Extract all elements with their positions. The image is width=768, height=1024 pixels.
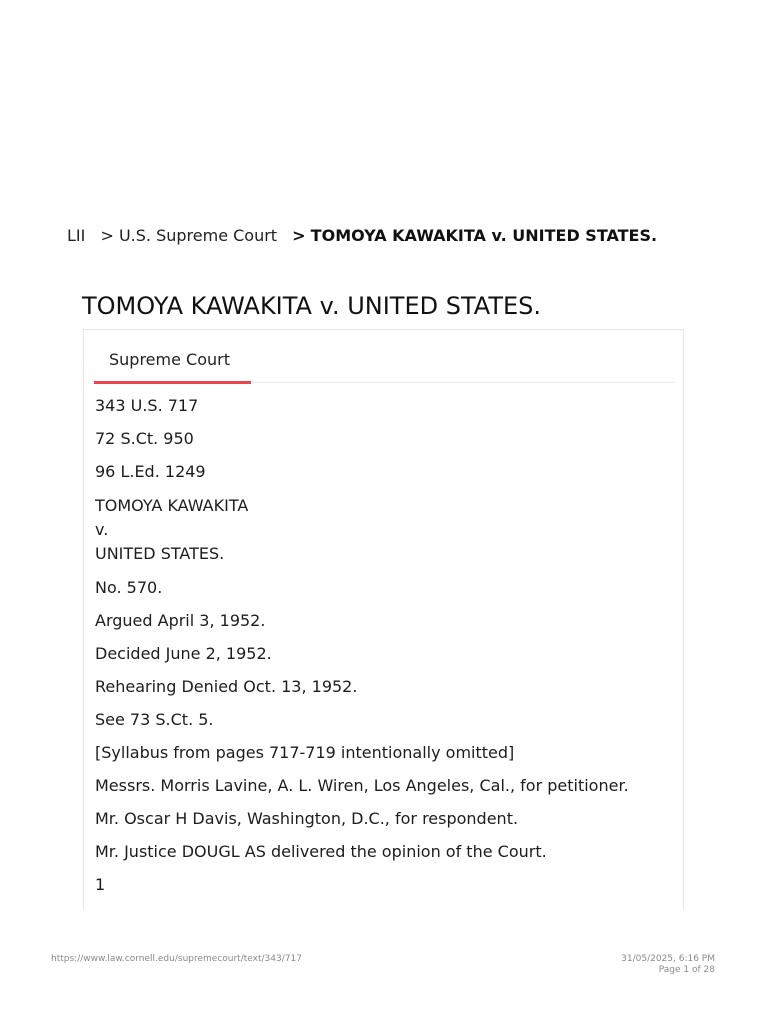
petitioner-counsel: Messrs. Morris Lavine, A. L. Wiren, Los Angeles, Cal., for petitioner. <box>95 776 629 795</box>
document-body <box>95 395 675 907</box>
petitioner-name: TOMOYA KAWAKITA <box>95 496 249 515</box>
footer-timestamp: 31/05/2025, 6:16 PM <box>621 954 715 964</box>
see-also-citation: See 73 S.Ct. 5. <box>95 710 214 729</box>
citation-led: 96 L.Ed. 1249 <box>95 462 206 481</box>
footer-meta <box>621 954 715 976</box>
breadcrumb-separator: > <box>292 226 306 245</box>
opinion-intro: Mr. Justice DOUGL AS delivered the opinion of the Court. <box>95 842 547 861</box>
breadcrumb-section-link[interactable]: U.S. Supreme Court <box>118 226 278 245</box>
footer-url: https://www.law.cornell.edu/supremecourt/text/343/717 <box>51 954 302 964</box>
breadcrumb-home-link[interactable]: LII <box>67 226 86 245</box>
document-card <box>83 329 684 909</box>
citation-sct: 72 S.Ct. 950 <box>95 429 194 448</box>
decided-date: Decided June 2, 1952. <box>95 644 272 663</box>
citation-us: 343 U.S. 717 <box>95 396 199 415</box>
case-parties <box>95 494 675 566</box>
respondent-name: UNITED STATES. <box>95 544 225 563</box>
tab-supreme-court[interactable]: Supreme Court <box>94 330 251 384</box>
respondent-counsel: Mr. Oscar H Davis, Washington, D.C., for respondent. <box>95 809 519 828</box>
rehearing-date: Rehearing Denied Oct. 13, 1952. <box>95 677 358 696</box>
versus-text: v. <box>95 520 109 539</box>
argued-date: Argued April 3, 1952. <box>95 611 266 630</box>
breadcrumb-current: TOMOYA KAWAKITA v. UNITED STATES. <box>310 226 658 245</box>
tab-bar <box>94 330 674 383</box>
breadcrumb-separator: > <box>100 226 114 245</box>
paragraph-number: 1 <box>95 875 106 894</box>
footer-page-info: Page 1 of 28 <box>658 965 715 975</box>
syllabus-note: [Syllabus from pages 717-719 intentionally omitted] <box>95 743 515 762</box>
breadcrumb <box>67 225 657 247</box>
docket-number: No. 570. <box>95 578 163 597</box>
page-title: TOMOYA KAWAKITA v. UNITED STATES. <box>82 292 541 320</box>
